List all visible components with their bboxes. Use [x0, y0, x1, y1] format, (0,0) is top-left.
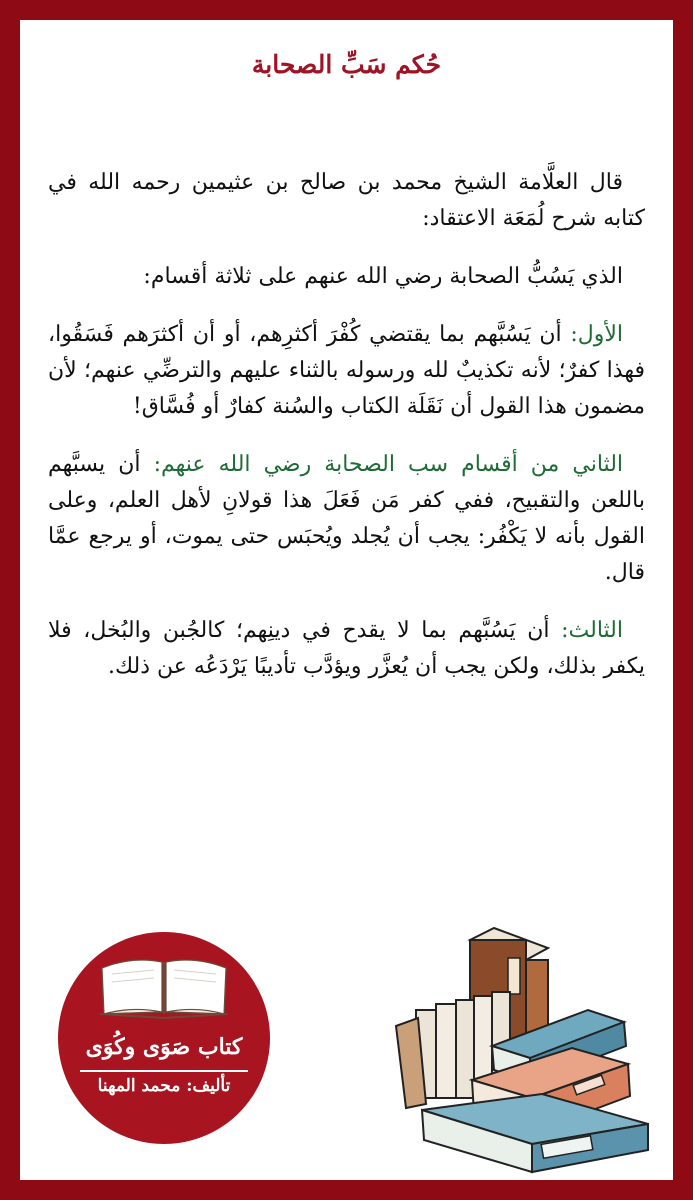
book-author: تأليف: محمد المهنا: [97, 1076, 231, 1096]
open-book-icon: [98, 954, 230, 1020]
second-category-lead: الثاني من أقسام سب الصحابة رضي الله عنهم:: [153, 452, 624, 477]
first-category-text: أن يَسُبَّهم بما يقتضي كُفْرَ أكثرِهم، أو أن أكثرَهم فَسَقُوا، فهذا كفرٌ؛ لأنه تكذيبٌ لله ورسوله بالثناء عليهم والترضِّي عنهم؛ لأن مضمون هذا القول أن نَقَلَة الكتاب والسُنة كفارٌ أو فُسَّاق!: [48, 322, 645, 419]
summary-paragraph: الذي يَسُبُّ الصحابة رضي الله عنهم على ثلاثة أقسام:: [143, 264, 623, 289]
badge-divider: [80, 1070, 248, 1072]
intro-paragraph: قال العلَّامة الشيخ محمد بن صالح بن عثيمين رحمه الله في كتابه شرح لُمَعَة الاعتقاد:: [48, 170, 645, 231]
page-title: حُكم سَبِّ الصحابة: [251, 50, 442, 79]
second-category-paragraph: [48, 447, 645, 591]
first-category-paragraph: [48, 317, 645, 425]
third-category-paragraph: [48, 613, 645, 685]
source-badge: [58, 932, 270, 1144]
stack-of-books-icon: [392, 918, 652, 1180]
book-title: كتاب صَوَى وكُوَى: [85, 1034, 243, 1060]
second-category-text: أن يسبَّهم باللعن والتقبيح، ففي كفر مَن فَعَلَ هذا قولانِ لأهل العلم، وعلى القول بأنه لا يَكْفُر: يجب أن يُجلد ويُحبَس حتى يموت، أو يرجع عمَّا قال.: [48, 452, 645, 585]
third-category-lead: الثالث:: [561, 618, 623, 643]
first-category-lead: الأول:: [570, 322, 623, 347]
article-body: [48, 165, 645, 707]
third-category-text: أن يَسُبَّهم بما لا يقدح في دينِهم؛ كالجُبن والبُخل، فلا يكفر بذلك، ولكن يجب أن يُعزَّر ويؤدَّب تأديبًا يَرْدَعُه عن ذلك.: [48, 618, 645, 679]
